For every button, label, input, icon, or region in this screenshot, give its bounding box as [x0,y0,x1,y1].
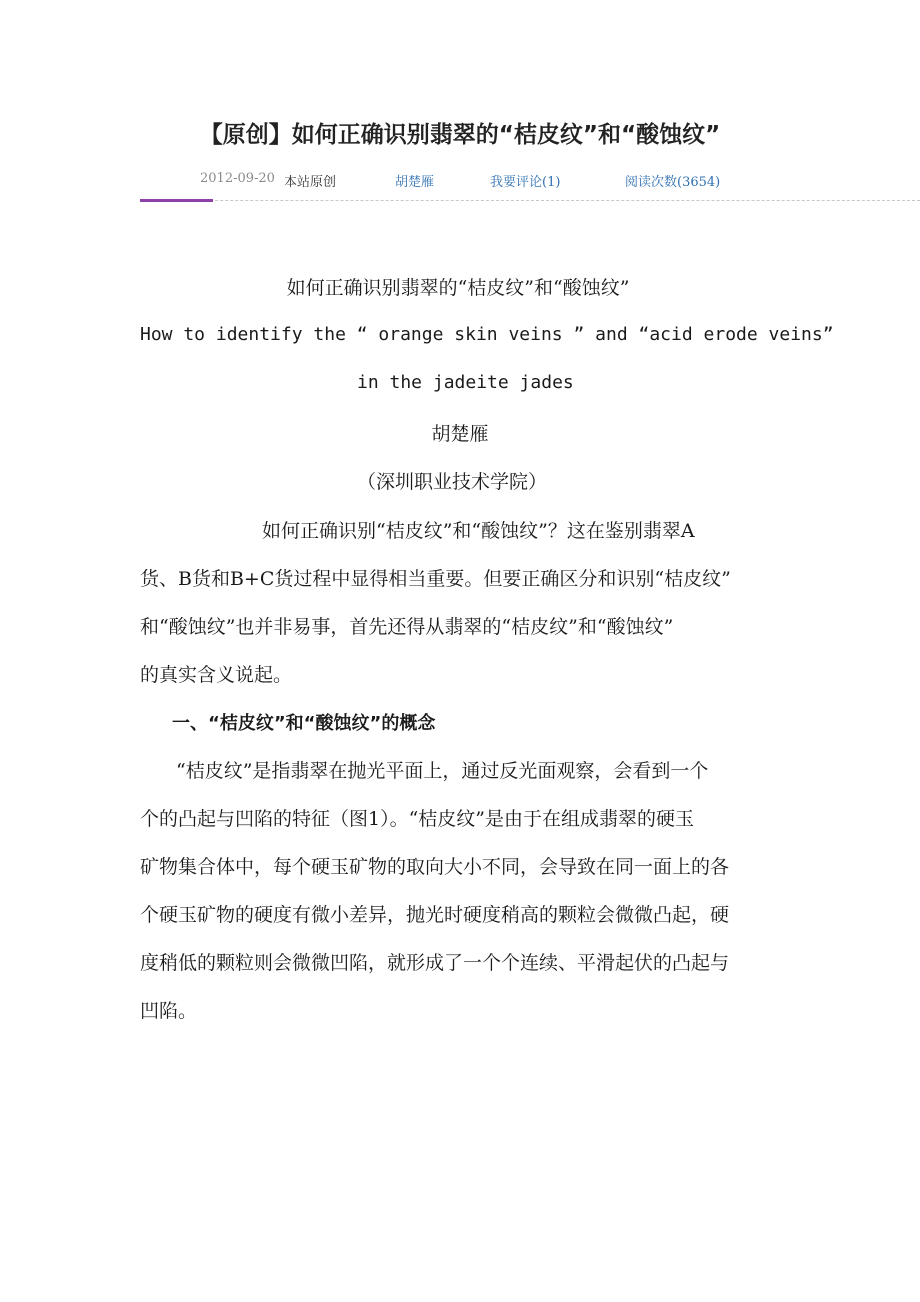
author-link[interactable]: 胡楚雁 [395,175,435,190]
section-line: 矿物集合体中，每个硬玉矿物的取向大小不同，会导致在同一面上的各 [140,856,730,878]
article-meta [0,171,920,191]
section-line: 个硬玉矿物的硬度有微小差异，抛光时硬度稍高的颗粒会微微凸起，硬 [140,904,730,926]
section-line: 个的凸起与凹陷的特征（图1）。“桔皮纹”是由于在组成翡翠的硬玉 [140,808,695,830]
section-heading: 一、“桔皮纹”和“酸蚀纹”的概念 [172,713,436,734]
publish-date: 2012-09-20 [200,171,275,186]
section-line: 度稍低的颗粒则会微微凹陷，就形成了一个个连续、平滑起伏的凸起与 [140,952,730,974]
section-line: 凹陷。 [140,1000,198,1022]
source-label: 本站原创 [284,175,337,190]
intro-line: 如何正确识别“桔皮纹”和“酸蚀纹”？这在鉴别翡翠A [262,520,695,542]
divider-accent [140,199,213,202]
read-count: 阅读次数(3654) [625,175,721,190]
section-line: “桔皮纹”是指翡翠在抛光平面上，通过反光面观察，会看到一个 [176,760,709,782]
meta-divider [140,200,920,201]
content-cn-title: 如何正确识别翡翠的“桔皮纹”和“酸蚀纹” [286,277,630,299]
content-author: 胡楚雁 [431,423,489,445]
content-en-title-line1: How to identify the “ orange skin veins ” and “acid erode veins” [140,324,834,345]
intro-line: 和“酸蚀纹”也并非易事，首先还得从翡翠的“桔皮纹”和“酸蚀纹” [140,616,674,638]
content-en-title-line2: in the jadeite jades [357,372,574,393]
comment-link[interactable]: 我要评论(1) [490,175,561,190]
content-affiliation: （深圳职业技术学院） [356,471,547,493]
intro-line: 的真实含义说起。 [140,664,293,686]
intro-line: 货、B货和B+C货过程中显得相当重要。但要正确区分和识别“桔皮纹” [140,568,731,590]
page-title: 【原创】如何正确识别翡翠的“桔皮纹”和“酸蚀纹” [199,122,721,148]
